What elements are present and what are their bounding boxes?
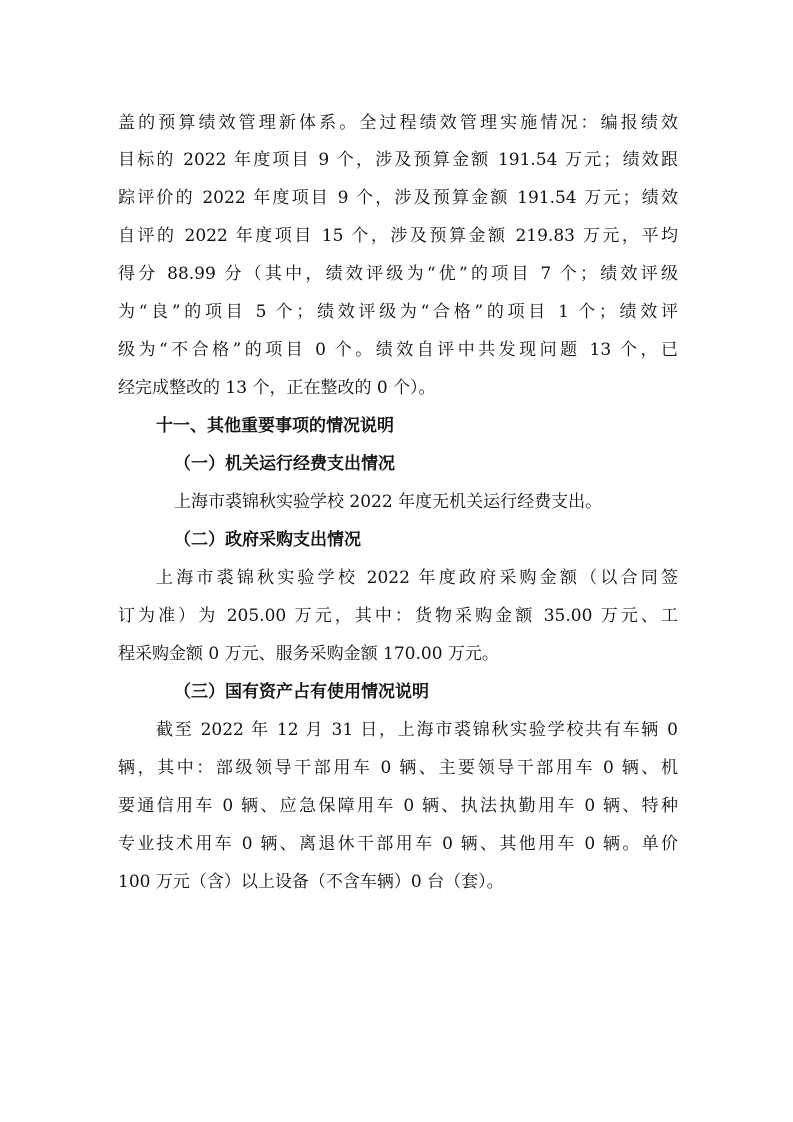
- paragraph-line: 踪评价的 2022 年度项目 9 个，涉及预算金额 191.54 万元；绩效: [118, 188, 678, 208]
- paragraph-line: 要通信用车 0 辆、应急保障用车 0 辆、执法执勤用车 0 辆、特种: [118, 796, 678, 816]
- paragraph-line: 上海市裘锦秋实验学校 2022 年度无机关运行经费支出。: [174, 492, 603, 512]
- paragraph-line: 截至 2022 年 12 月 31 日，上海市裘锦秋实验学校共有车辆 0: [156, 720, 678, 740]
- paragraph-line: 自评的 2022 年度项目 15 个，涉及预算金额 219.83 万元，平均: [118, 226, 678, 246]
- subsection-heading: （二）政府采购支出情况: [174, 530, 361, 550]
- paragraph-line: 订为准）为 205.00 万元，其中：货物采购金额 35.00 万元、工: [118, 606, 678, 626]
- paragraph-line: 辆，其中：部级领导干部用车 0 辆、主要领导干部用车 0 辆、机: [118, 758, 678, 778]
- paragraph-line: 盖的预算绩效管理新体系。全过程绩效管理实施情况：编报绩效: [118, 113, 678, 133]
- paragraph-line: 级为“不合格”的项目 0 个。绩效自评中共发现问题 13 个，已: [118, 340, 678, 360]
- paragraph-line: 100 万元（含）以上设备（不含车辆）0 台（套）。: [118, 872, 504, 892]
- paragraph-line: 经完成整改的 13 个，正在整改的 0 个）。: [118, 378, 436, 398]
- section-heading: 十一、其他重要事项的情况说明: [156, 416, 394, 436]
- subsection-heading: （一）机关运行经费支出情况: [174, 454, 395, 474]
- paragraph-line: 目标的 2022 年度项目 9 个，涉及预算金额 191.54 万元；绩效跟: [118, 150, 678, 170]
- paragraph-line: 专业技术用车 0 辆、离退休干部用车 0 辆、其他用车 0 辆。单价: [118, 834, 678, 854]
- paragraph-line: 上海市裘锦秋实验学校 2022 年度政府采购金额（以合同签: [156, 568, 678, 588]
- paragraph-line: 得分 88.99 分（其中，绩效评级为“优”的项目 7 个；绩效评级: [118, 264, 678, 284]
- paragraph-line: 为“良”的项目 5 个；绩效评级为“合格”的项目 1 个；绩效评: [118, 302, 678, 322]
- subsection-heading: （三）国有资产占有使用情况说明: [174, 682, 429, 702]
- paragraph-line: 程采购金额 0 万元、服务采购金额 170.00 万元。: [118, 644, 499, 664]
